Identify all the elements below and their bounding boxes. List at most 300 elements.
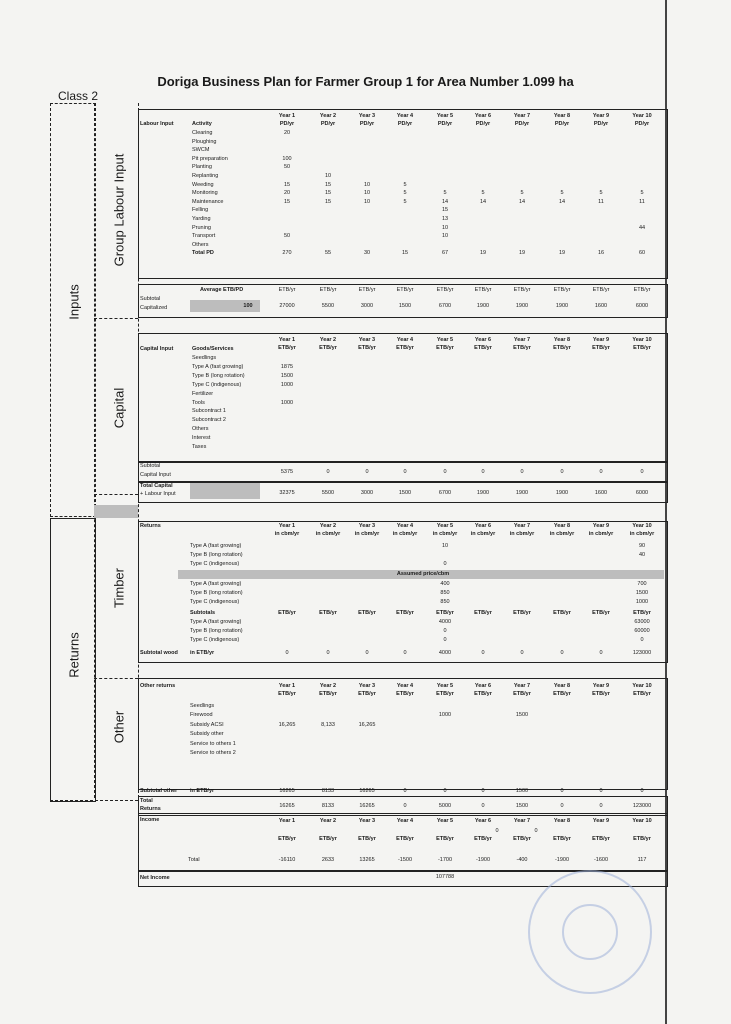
capital-year-8: Year 8	[553, 337, 571, 343]
timber-price-label: Type B (long rotation)	[190, 590, 243, 596]
wood-subtotal-value: 0	[481, 650, 485, 656]
income-total-value: -1600	[593, 857, 609, 863]
timber-year-8: Year 8	[553, 523, 571, 529]
timber-price-y10: 700	[637, 581, 647, 587]
capital-cell: 1000	[280, 399, 294, 406]
capital-subtotal-label2: Capital Input	[140, 472, 171, 478]
other-year-8: Year 8	[553, 683, 571, 689]
capital-goods-header: Goods/Services	[192, 346, 234, 352]
other-row-label: Firewood	[190, 712, 213, 719]
timber-value-y10: 60000	[634, 628, 650, 634]
labour-unit-7: PD/yr	[514, 121, 530, 127]
labour-etb-unit: ETB/yr	[553, 287, 571, 293]
capital-total-value: 6000	[635, 490, 649, 496]
labour-cell: 14	[479, 198, 487, 205]
income-year: Year 7	[513, 818, 531, 824]
labour-row-label: Pit preparation	[192, 155, 228, 162]
capital-total-value: 1900	[555, 490, 569, 496]
labour-unit-9: PD/yr	[593, 121, 609, 127]
labour-cell: 60	[638, 250, 646, 257]
other-row-label: Subsidy ACSI	[190, 721, 224, 728]
capital-subtotal-value: 5375	[280, 469, 294, 475]
labour-row-label: Pruning	[192, 224, 211, 231]
capital-row-label: Type B (long rotation)	[192, 372, 245, 379]
capital-total-value: 3000	[360, 490, 374, 496]
other-returns-header: Other returns	[140, 683, 176, 689]
income-total-value: -1500	[397, 857, 413, 863]
wood-subtotal-value: 123000	[632, 650, 652, 656]
labour-subtotal-value: 6700	[438, 303, 452, 309]
wood-subtotal-value: 4000	[438, 650, 452, 656]
timber-etb-unit: ETB/yr	[553, 610, 571, 616]
timber-year-3: Year 3	[358, 523, 376, 529]
capital-subtotal-value: 0	[326, 469, 330, 475]
labour-cell: 11	[639, 198, 645, 205]
labour-cell: 15	[324, 181, 332, 188]
other-cell: 1500	[515, 712, 529, 719]
timber-year-7: Year 7	[513, 523, 531, 529]
capital-subtotal-value: 0	[560, 469, 564, 475]
capital-total-value: 5500	[321, 490, 335, 496]
timber-value-y10: 0	[640, 637, 644, 643]
income-year: Year 1	[278, 818, 296, 824]
capital-subtotal-value: 0	[599, 469, 603, 475]
labour-row-label: Planting	[192, 164, 212, 171]
timber-volume-y5: 0	[443, 561, 447, 567]
income-unit: ETB/yr	[358, 836, 376, 842]
labour-cell: 14	[558, 198, 566, 205]
income-total-value: 2633	[321, 857, 335, 863]
capital-cell: 1875	[280, 363, 294, 370]
labour-cell: 5	[520, 190, 524, 197]
labour-unit-6: PD/yr	[475, 121, 491, 127]
timber-unit-8: in cbm/yr	[549, 531, 575, 537]
timber-price-y10: 1000	[635, 599, 649, 605]
timber-year-6: Year 6	[474, 523, 492, 529]
capital-total-value: 6700	[438, 490, 452, 496]
labour-cell: 44	[638, 224, 646, 231]
timber-subtotals-label: Subtotals	[190, 610, 216, 616]
timber-value-label: Type A (fast growing)	[190, 619, 242, 625]
timber-unit-4: in cbm/yr	[392, 531, 418, 537]
labour-cell: 5	[640, 190, 644, 197]
labour-row-label: Replanting	[192, 173, 219, 179]
capital-year-7: Year 7	[513, 337, 531, 343]
timber-unit-9: in cbm/yr	[588, 531, 614, 537]
official-stamp-inner	[562, 904, 618, 960]
other-subtotal-value: 0	[481, 788, 485, 794]
labour-year-4: Year 4	[396, 113, 414, 119]
capital-year-3: Year 3	[358, 337, 376, 343]
income-unit: ETB/yr	[436, 836, 454, 842]
below-value-1: 0	[495, 828, 499, 834]
labour-cell: 10	[363, 190, 371, 197]
timber-volume-y10: 90	[638, 543, 646, 549]
other-unit-5: ETB/yr	[436, 691, 454, 697]
labour-cell: 55	[324, 250, 332, 257]
income-unit: ETB/yr	[319, 836, 337, 842]
wood-subtotal-value: 0	[285, 650, 289, 656]
labour-etb-unit: ETB/yr	[396, 287, 414, 293]
labour-capitalized-label: Capitalized	[140, 305, 168, 311]
capital-subtotal-value: 0	[443, 469, 447, 475]
other-year-7: Year 7	[513, 683, 531, 689]
total-returns-value: 8133	[321, 803, 335, 809]
income-header: Income	[140, 817, 160, 823]
labour-unit-3: PD/yr	[359, 121, 375, 127]
capital-row-label: Others	[192, 426, 209, 433]
income-unit: ETB/yr	[513, 836, 531, 842]
labour-unit-4: PD/yr	[397, 121, 413, 127]
timber-year-1: Year 1	[278, 523, 296, 529]
wood-subtotal-label: Subtotal wood	[140, 650, 178, 656]
page-title: Doriga Business Plan for Farmer Group 1 for Area Number 1.099 ha	[157, 74, 574, 89]
capital-row-label: Fertilizer	[192, 390, 214, 397]
capital-row-label: Seedlings	[192, 355, 217, 361]
timber-year-5: Year 5	[436, 523, 454, 529]
labour-cell: 15	[283, 181, 291, 188]
capital-row-label: Subcontract 2	[192, 417, 226, 424]
timber-unit-5: in cbm/yr	[432, 531, 458, 537]
total-returns-value: 5000	[438, 803, 452, 809]
class-label: Class 2	[58, 89, 99, 103]
other-subtotal-value: 0	[640, 788, 644, 794]
timber-unit-6: in cbm/yr	[470, 531, 496, 537]
timber-etb-unit: ETB/yr	[319, 610, 337, 616]
other-subtotal-value: 0	[403, 788, 407, 794]
labour-etb-unit: ETB/yr	[513, 287, 531, 293]
labour-cell: 15	[324, 190, 332, 197]
wood-subtotal-value: 0	[403, 650, 407, 656]
income-total-value: 117	[637, 857, 647, 863]
labour-subtotal-value: 1500	[398, 303, 412, 309]
labour-cell: 30	[363, 250, 371, 257]
labour-subtotal-value: 1900	[476, 303, 490, 309]
labour-row-label: Felling	[192, 207, 209, 214]
timber-year-9: Year 9	[592, 523, 610, 529]
income-year: Year 2	[319, 818, 337, 824]
capital-year-2: Year 2	[319, 337, 337, 343]
labour-cell: 5	[560, 190, 564, 197]
timber-etb-unit: ETB/yr	[513, 610, 531, 616]
capital-total-value: 32375	[279, 490, 295, 496]
labour-subtotal-value: 3000	[360, 303, 374, 309]
capital-unit-4: ETB/yr	[396, 345, 414, 351]
wood-subtotal-value: 0	[599, 650, 603, 656]
labour-subtotal-label: Subtotal	[140, 296, 161, 302]
returns-header: Returns	[140, 523, 161, 529]
capital-total-value: 1500	[398, 490, 412, 496]
total-returns-value: 0	[599, 803, 603, 809]
income-year: Year 5	[436, 818, 454, 824]
total-returns-label2: Returns	[140, 806, 161, 812]
timber-unit-3: in cbm/yr	[354, 531, 380, 537]
other-row-label: Seedlings	[190, 703, 215, 709]
other-year-3: Year 3	[358, 683, 376, 689]
income-unit: ETB/yr	[553, 836, 571, 842]
labour-row-label: Yarding	[192, 216, 211, 222]
capital-row-label: Tools	[192, 399, 205, 406]
labour-cell: 15	[283, 198, 291, 205]
timber-volume-label: Type A (fast growing)	[190, 543, 242, 549]
wood-subtotal-value: 0	[365, 650, 369, 656]
labour-etb-unit: ETB/yr	[436, 287, 454, 293]
capital-row-label: Subcontract 1	[192, 408, 226, 415]
labour-cell: 5	[443, 190, 447, 197]
labour-cell: 5	[403, 198, 407, 205]
labour-cell: 10	[363, 198, 371, 205]
labour-unit-10: PD/yr	[634, 121, 650, 127]
labour-etb-unit: ETB/yr	[358, 287, 376, 293]
other-subtotal-value: 16265	[359, 788, 375, 794]
capital-total-value: 1900	[476, 490, 490, 496]
other-unit-4: ETB/yr	[396, 691, 414, 697]
capital-side-label: Capital	[111, 387, 127, 429]
other-row-label: Service to others 1	[190, 740, 236, 747]
capital-total-shade	[190, 483, 260, 499]
total-returns-value: 0	[481, 803, 485, 809]
wood-subtotal-value: 0	[560, 650, 564, 656]
capital-total-value: 1600	[594, 490, 608, 496]
below-value-2: 0	[534, 828, 538, 834]
timber-volume-label: Type B (long rotation)	[190, 552, 243, 558]
labour-cell: 20	[283, 130, 291, 136]
income-year: Year 4	[396, 818, 414, 824]
capital-total-label2: + Labour Input	[140, 491, 176, 497]
labour-year-3: Year 3	[358, 113, 376, 119]
other-cell: 1000	[438, 712, 452, 719]
other-unit-7: ETB/yr	[513, 691, 531, 697]
capital-unit-2: ETB/yr	[319, 345, 337, 351]
timber-price-y10: 1500	[635, 590, 649, 596]
capital-subtotal-label: Subtotal	[140, 463, 161, 469]
capital-subtotal-value: 0	[403, 469, 407, 475]
labour-etb-unit: ETB/yr	[278, 287, 296, 293]
labour-etb-unit: ETB/yr	[319, 287, 337, 293]
timber-price-y5: 850	[440, 590, 450, 596]
timber-etb-unit: ETB/yr	[592, 610, 610, 616]
other-year-9: Year 9	[592, 683, 610, 689]
capital-row-label: Type C (indigenous)	[192, 381, 242, 388]
returns-side-label: Returns	[66, 632, 82, 678]
income-unit: ETB/yr	[474, 836, 492, 842]
labour-cell: 50	[283, 233, 291, 240]
timber-volume-y5: 10	[441, 543, 449, 549]
capital-unit-1: ETB/yr	[278, 345, 296, 351]
labour-cell: 5	[403, 190, 407, 197]
income-year: Year 6	[474, 818, 492, 824]
timber-value-y5: 0	[443, 637, 447, 643]
other-cell: 8,133	[321, 721, 335, 728]
timber-price-label: Type A (fast growing)	[190, 581, 242, 587]
other-unit-6: ETB/yr	[474, 691, 492, 697]
labour-year-10: Year 10	[632, 113, 652, 119]
other-subtotal-value: 0	[599, 788, 603, 794]
other-subtotal-label: Subtotal other	[140, 788, 178, 794]
total-returns-value: 16265	[359, 803, 375, 809]
other-subtotal-unit: in ETB/yr	[190, 788, 215, 794]
other-row-label: Service to others 2	[190, 750, 236, 756]
income-total-value: -400	[516, 857, 528, 863]
labour-etb-unit: ETB/yr	[633, 287, 651, 293]
net-income-value: 107788	[435, 874, 455, 880]
capital-subtotal-value: 0	[365, 469, 369, 475]
labour-etb-unit: ETB/yr	[592, 287, 610, 293]
capital-unit-10: ETB/yr	[633, 345, 651, 351]
other-subtotal-value: 16265	[279, 788, 295, 794]
other-year-1: Year 1	[278, 683, 296, 689]
labour-year-9: Year 9	[592, 113, 610, 119]
avg-etb-label: Average ETB/PD	[200, 287, 244, 293]
capital-subtotal-value: 0	[481, 469, 485, 475]
other-subtotal-value: 0	[443, 788, 447, 794]
labour-cell: 19	[558, 250, 566, 257]
capital-cell: 1500	[280, 372, 294, 379]
labour-header: Labour Input	[140, 121, 174, 127]
capital-year-9: Year 9	[592, 337, 610, 343]
timber-unit-10: in cbm/yr	[629, 531, 655, 537]
other-year-5: Year 5	[436, 683, 454, 689]
labour-activity-header: Activity	[192, 121, 212, 127]
timber-unit-7: in cbm/yr	[509, 531, 535, 537]
labour-subtotal-value: 6000	[635, 303, 649, 309]
income-total-value: -1900	[554, 857, 570, 863]
capital-total-value: 1900	[515, 490, 529, 496]
labour-cell: 16	[597, 250, 605, 257]
timber-etb-unit: ETB/yr	[633, 610, 651, 616]
capital-subtotal-value: 0	[520, 469, 524, 475]
timber-etb-unit: ETB/yr	[436, 610, 454, 616]
labour-cell: 11	[598, 198, 604, 205]
labour-year-8: Year 8	[553, 113, 571, 119]
labour-unit-1: PD/yr	[279, 121, 295, 127]
total-returns-value: 0	[560, 803, 564, 809]
labour-cell: 100	[282, 155, 292, 162]
income-total-value: 13265	[359, 857, 375, 863]
other-side-label: Other	[111, 710, 127, 744]
capital-row-label: Type A (fast growing)	[192, 363, 244, 370]
assumed-price-label: Assumed price/cbm	[396, 571, 450, 577]
avg-rate-value: 100	[243, 303, 253, 309]
other-subtotal-value: 8133	[321, 788, 335, 794]
capital-unit-3: ETB/yr	[358, 345, 376, 351]
total-returns-value: 123000	[632, 803, 652, 809]
capital-unit-6: ETB/yr	[474, 345, 492, 351]
labour-row-label: Maintenance	[192, 198, 224, 205]
labour-cell: 67	[441, 250, 449, 257]
labour-row-label: Monitoring	[192, 190, 218, 197]
labour-year-7: Year 7	[513, 113, 531, 119]
labour-subtotal-value: 1900	[555, 303, 569, 309]
capital-header: Capital Input	[140, 346, 174, 352]
income-total-value: -1900	[475, 857, 491, 863]
timber-year-4: Year 4	[396, 523, 414, 529]
other-unit-8: ETB/yr	[553, 691, 571, 697]
labour-cell: 10	[441, 233, 449, 240]
income-total-value: -1700	[437, 857, 453, 863]
other-unit-10: ETB/yr	[633, 691, 651, 697]
other-unit-2: ETB/yr	[319, 691, 337, 697]
capital-year-5: Year 5	[436, 337, 454, 343]
income-unit: ETB/yr	[278, 836, 296, 842]
labour-cell: 5	[599, 190, 603, 197]
timber-volume-y10: 40	[638, 552, 646, 558]
labour-cell: 10	[441, 224, 449, 231]
income-year: Year 9	[592, 818, 610, 824]
labour-row-label: Transport	[192, 233, 216, 240]
other-year-4: Year 4	[396, 683, 414, 689]
other-year-2: Year 2	[319, 683, 337, 689]
capital-year-10: Year 10	[632, 337, 652, 343]
capital-unit-9: ETB/yr	[592, 345, 610, 351]
inputs-side-label: Inputs	[66, 284, 82, 320]
labour-unit-2: PD/yr	[320, 121, 336, 127]
timber-value-label: Type C (indigenous)	[190, 637, 240, 643]
labour-subtotal-value: 1900	[515, 303, 529, 309]
other-unit-9: ETB/yr	[592, 691, 610, 697]
total-returns-label: Total	[140, 798, 153, 804]
wood-subtotal-value: 0	[520, 650, 524, 656]
other-year-10: Year 10	[632, 683, 652, 689]
timber-value-label: Type B (long rotation)	[190, 628, 243, 634]
capital-cell: 1000	[280, 381, 294, 388]
labour-row-label: SWCM	[192, 147, 210, 154]
labour-row-label: Ploughing	[192, 138, 217, 145]
timber-etb-unit: ETB/yr	[358, 610, 376, 616]
labour-cell: 13	[441, 216, 449, 222]
labour-cell: 19	[479, 250, 487, 257]
labour-year-1: Year 1	[278, 113, 296, 119]
labour-row-label: Others	[192, 241, 209, 248]
timber-price-y5: 400	[440, 581, 450, 587]
other-row-label: Subsidy other	[190, 731, 224, 738]
other-subtotal-value: 1500	[515, 788, 529, 794]
labour-cell: 20	[283, 190, 291, 197]
labour-subtotal-value: 5500	[321, 303, 335, 309]
timber-value-y5: 4000	[438, 619, 452, 625]
timber-unit-2: in cbm/yr	[315, 531, 341, 537]
labour-cell: 10	[363, 181, 371, 188]
income-total-value: -16110	[278, 857, 296, 863]
income-unit: ETB/yr	[396, 836, 414, 842]
timber-side-label: Timber	[111, 568, 127, 608]
capital-unit-8: ETB/yr	[553, 345, 571, 351]
labour-row-label: Total PD	[192, 250, 214, 257]
timber-volume-label: Type C (indigenous)	[190, 561, 240, 567]
labour-subtotal-value: 1600	[594, 303, 608, 309]
capital-year-6: Year 6	[474, 337, 492, 343]
income-unit: ETB/yr	[633, 836, 651, 842]
timber-unit-1: in cbm/yr	[274, 531, 300, 537]
income-year: Year 10	[632, 818, 652, 824]
labour-row-label: Weeding	[192, 181, 214, 188]
labour-cell: 15	[441, 207, 449, 214]
capital-row-label: Taxes	[192, 444, 207, 450]
timber-year-2: Year 2	[319, 523, 337, 529]
labour-cell: 10	[324, 173, 332, 179]
labour-cell: 15	[401, 250, 409, 257]
income-year: Year 8	[553, 818, 571, 824]
labour-year-6: Year 6	[474, 113, 492, 119]
other-year-6: Year 6	[474, 683, 492, 689]
timber-year-10: Year 10	[632, 523, 652, 529]
timber-value-y5: 0	[443, 628, 447, 634]
capital-year-4: Year 4	[396, 337, 414, 343]
labour-unit-5: PD/yr	[437, 121, 453, 127]
income-year: Year 3	[358, 818, 376, 824]
total-returns-value: 0	[403, 803, 407, 809]
capital-year-1: Year 1	[278, 337, 296, 343]
